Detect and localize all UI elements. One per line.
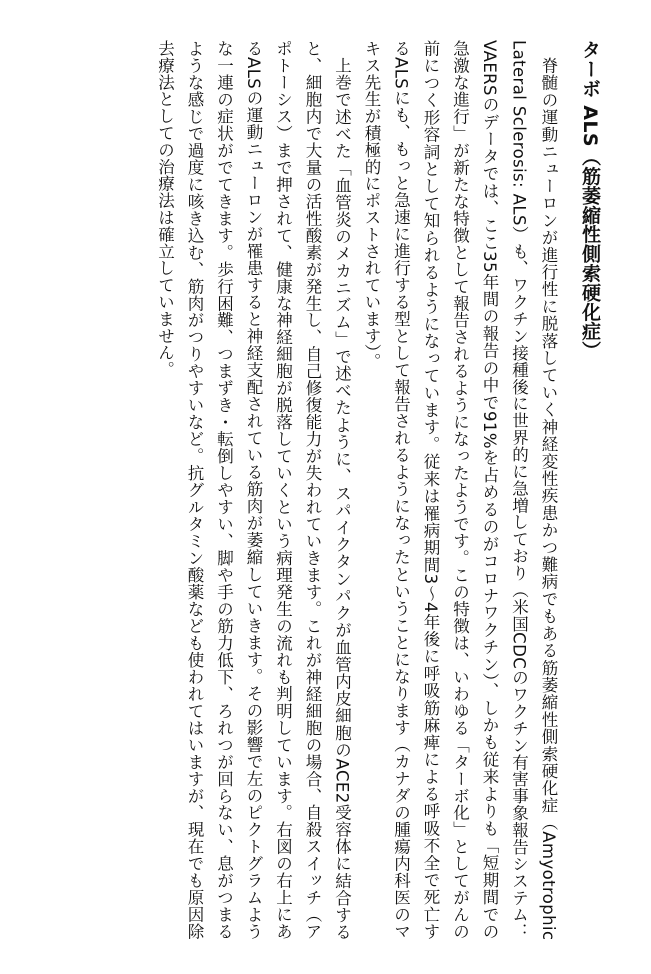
paragraph-als-overview: 脊髄の運動ニューロンが進行性に脱落していく神経変性疾患かつ難病でもある筋萎縮性側索硬化症（Amyotrophic Lateral Sclerosis: ALS）も、ワクチン接種後に世界的に急増しており（米国CDCのワクチン有害事象報告システム：VAERSのデータでは、ここ35年間の報告の中で91%を占めるのがコロナワクチン）、しかも従来よりも「短期間での急激な進行」が新たな特徴として報告されるようになったようです。この特徴は、いわゆる「ターボ化」としてがんの前につく形容詞として知られるようになっています。従来は罹病期間3～4年後に呼吸筋麻痺による呼吸不全で死亡するALSにも、もっと急速に進行する型として報告されるようになったということになります（カナダの腫瘍内科医のマキス先生が積極的にポストされています）。 [362,40,558,940]
vertical-article [128,40,607,940]
paragraph-mechanism: 上巻で述べた「血管炎のメカニズム」で述べたように、スパイクタンパクが血管内皮細胞のACE2受容体に結合すると、細胞内で大量の活性酸素が発生し、自己修復能力が失われていきます。これが神経細胞の場合、自殺スイッチ（アポトーシス）まで押されて、健康な神経細胞が脱落していくという病理発生の流れも判明しています。右図の右上にあるALSの運動ニューロンが罹患すると神経支配されている筋肉が萎縮していきます。その影響で左のピクトグラムような一連の症状がでてきます。歩行困難、つまずき・転倒しやすい、脚や手の筋力低下、ろれつが回らない、息がつまるような感じで過度に咳き込む、筋肉がつりやすいなど。抗グルタミン酸薬なども使われてはいますが、現在でも原因除去療法としての治療法は確立していません。 [155,40,352,940]
article-title: ターボ ALS（筋萎縮性側索硬化症） [579,40,601,361]
